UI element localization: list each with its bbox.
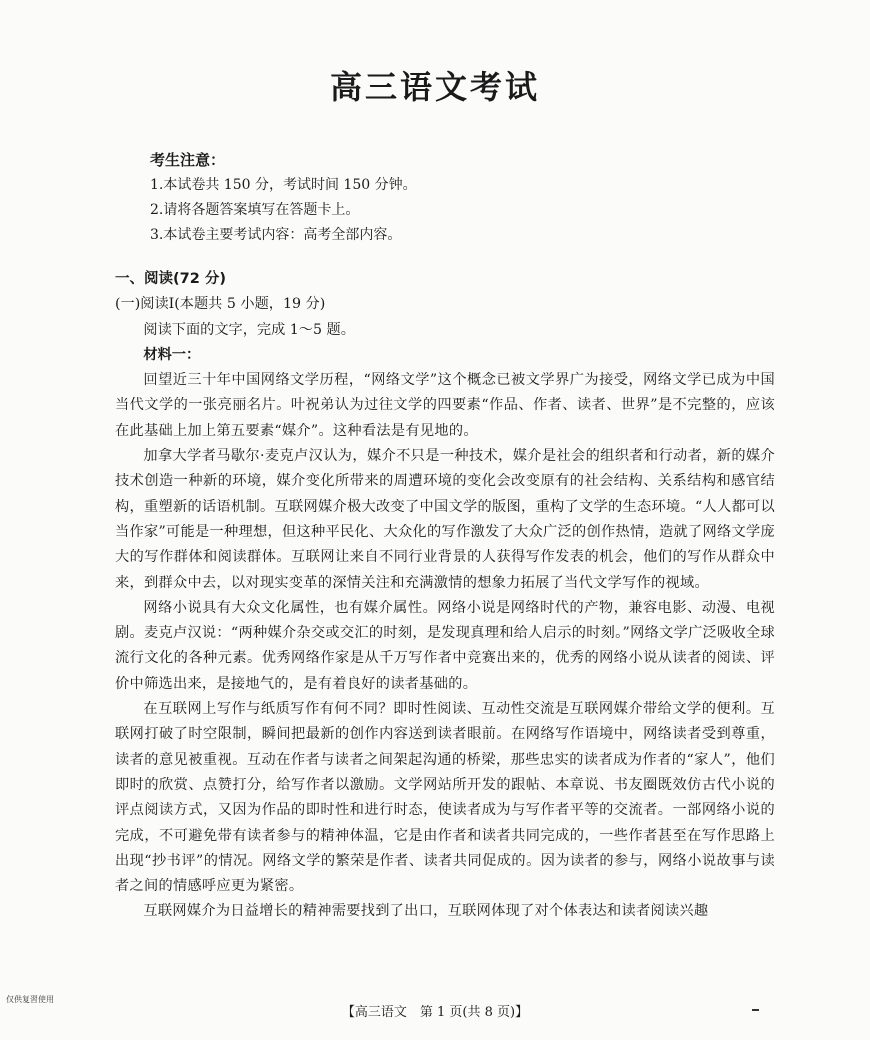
material-paragraph: 网络小说具有大众文化属性，也有媒介属性。网络小说是网络时代的产物，兼容电影、动漫、电视剧。麦克卢汉说：“两种媒介杂交或交汇的时刻，是发现真理和给人启示的时刻。”网络文学广泛吸收全球流行文化的各种元素。优秀网络作家是从千万写作者中竞赛出来的，优秀的网络小说从读者的阅读、评价中筛选出来，是接地气的，是有着良好的读者基础的。 [115, 599, 775, 692]
notice-item: 2.请将各题答案填写在答题卡上。 [150, 202, 360, 218]
notice-item: 3.本试卷主要考试内容：高考全部内容。 [150, 227, 402, 243]
section-subheading: (一)阅读Ⅰ(本题共 5 小题，19 分) [115, 296, 326, 313]
material-paragraph: 回望近三十年中国网络文学历程，“网络文学”这个概念已被文学界广为接受，网络文学已成为中国当代文学的一张亮丽名片。叶祝弟认为过往文学的四要素“作品、作者、读者、世界”是不完整的，应该在此基础上加上第五要素“媒介”。这种看法是有见地的。 [115, 372, 775, 439]
material-paragraph: 互联网媒介为日益增长的精神需要找到了出口，互联网体现了对个体表达和读者阅读兴趣 [143, 903, 709, 920]
material-paragraph: 在互联网上写作与纸质写作有何不同？即时性阅读、互动性交流是互联网媒介带给文学的便利。互联网打破了时空限制，瞬间把最新的创作内容送到读者眼前。在网络写作语境中，网络读者受到尊重，读者的意见被重视。互动在作者与读者之间架起沟通的桥梁，那些忠实的读者成为作者的“家人”，他们即时的欣赏、点赞打分，给写作者以激励。文学网站所开发的跟帖、本章说、书友圈既效仿古代小说的评点阅读方式，又因为作品的即时性和进行时态，使读者成为与写作者平等的交流者。一部网络小说的完成，不可避免带有读者参与的精神体温，它是由作者和读者共同完成的，一些作者甚至在写作思路上出现“抄书评”的情况。网络文学的繁荣是作者、读者共同促成的。因为读者的参与，网络小说故事与读者之间的情感呼应更为紧密。 [115, 701, 775, 895]
side-note: 仅供复習使用 [6, 995, 54, 1004]
exam-title: 高三语文考试 [329, 68, 540, 106]
corner-mark [752, 1009, 759, 1011]
material-label: 材料一： [143, 346, 201, 363]
page-footer: 【高三语文 第 1 页(共 8 页)】 [341, 1005, 529, 1020]
section-heading: 一、阅读(72 分) [115, 271, 226, 287]
reading-section [115, 267, 775, 925]
notice-heading: 考生注意： [150, 151, 226, 169]
notice-item: 1.本试卷共 150 分，考试时间 150 分钟。 [150, 177, 417, 193]
candidate-notice [150, 148, 417, 248]
material-paragraph: 加拿大学者马歇尔·麦克卢汉认为，媒介不只是一种技术，媒介是社会的组织者和行动者，新的媒介技术创造一种新的环境，媒介变化所带来的周遭环境的变化会改变原有的社会结构、关系结构和感官结构，重塑新的话语机制。互联网媒介极大改变了中国文学的版图，重构了文学的生态环境。“人人都可以当作家”可能是一种理想，但这种平民化、大众化的写作激发了大众广泛的创作热情，造就了网络文学庞大的写作群体和阅读群体。互联网让来自不同行业背景的人获得写作发表的机会，他们的写作从群众中来，到群众中去，以对现实变革的深情关注和充满激情的想象力拓展了当代文学写作的视域。 [115, 448, 775, 591]
section-instruction: 阅读下面的文字，完成 1～5 题。 [143, 321, 355, 338]
